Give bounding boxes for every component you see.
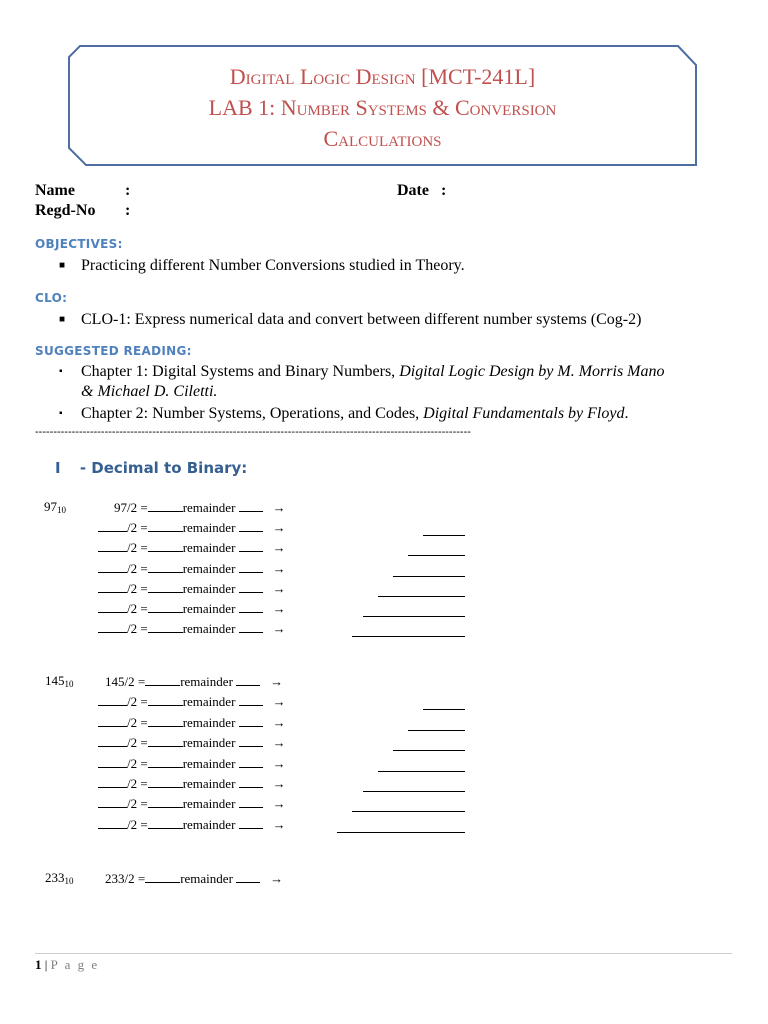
base-subscript: 10 (64, 876, 74, 886)
dividend-blank[interactable] (98, 539, 127, 552)
decimal-number (45, 870, 74, 886)
arrow-icon: → (272, 520, 286, 536)
remainder-label: remainder (182, 560, 236, 576)
first-division: 97/2 = (114, 500, 148, 515)
division-row (105, 870, 283, 888)
remainder-blank[interactable] (239, 795, 263, 808)
reading-heading: SUGGESTED READING: (35, 344, 192, 358)
remainder-blank[interactable] (236, 870, 260, 883)
binary-answer-blank[interactable] (363, 615, 465, 617)
remainder-label: remainder (180, 674, 233, 689)
arrow-icon: → (272, 540, 286, 556)
division-row (98, 816, 286, 834)
divide-text: /2 = (127, 580, 148, 596)
remainder-blank[interactable] (239, 600, 263, 613)
remainder-label: remainder (182, 816, 236, 832)
remainder-blank[interactable] (239, 816, 263, 829)
name-label: Name (35, 182, 75, 199)
quotient-blank[interactable] (148, 560, 183, 573)
bullet-icon: ■ (59, 260, 66, 271)
binary-answer-blank[interactable] (352, 635, 465, 637)
divide-text: /2 = (127, 776, 148, 791)
quotient-blank[interactable] (148, 600, 183, 613)
arrow-icon: → (272, 714, 286, 730)
remainder-label: remainder (182, 540, 236, 556)
binary-answer-blank[interactable] (363, 790, 465, 792)
arrow-icon: → (272, 796, 286, 812)
reading-1-line2: & Michael D. Ciletti. (81, 383, 218, 400)
division-row (98, 539, 286, 557)
decimal-value: 97 (44, 499, 57, 514)
arrow-icon: → (272, 500, 286, 515)
bullet-icon: ▪ (59, 366, 63, 377)
quotient-blank[interactable] (145, 673, 180, 686)
page-number: 1 (35, 957, 42, 972)
arrow-icon: → (270, 871, 284, 886)
binary-answer-blank[interactable] (378, 595, 465, 597)
division-row (98, 620, 286, 638)
dividend-blank[interactable] (98, 816, 127, 829)
divide-text: /2 = (127, 520, 148, 536)
division-row (98, 714, 286, 732)
dividend-blank[interactable] (98, 693, 127, 706)
remainder-label: remainder (182, 735, 236, 751)
remainder-blank[interactable] (239, 693, 263, 706)
reading-1-book: Digital Logic Design by M. Morris Mano (399, 363, 665, 380)
quotient-blank[interactable] (148, 714, 183, 727)
remainder-blank[interactable] (239, 560, 263, 573)
separator-line: ----------------------------------------------------------------------------------------------------------------------- (35, 426, 471, 438)
division-row (98, 560, 286, 578)
divide-text: /2 = (127, 816, 148, 832)
dividend-blank[interactable] (98, 600, 127, 613)
remainder-label: remainder (182, 601, 236, 616)
quotient-blank[interactable] (148, 816, 183, 829)
arrow-icon: → (272, 560, 286, 576)
arrow-icon: → (270, 674, 284, 689)
arrow-icon: → (272, 776, 286, 791)
remainder-blank[interactable] (239, 580, 263, 593)
regd-label: Regd-No (35, 202, 96, 219)
quotient-blank[interactable] (148, 795, 183, 808)
dividend-blank[interactable] (98, 775, 127, 788)
name-colon: : (125, 182, 131, 199)
remainder-label: remainder (182, 580, 236, 596)
division-row (105, 673, 283, 691)
remainder-label: remainder (180, 871, 233, 886)
footer-divider (35, 953, 732, 954)
remainder-label: remainder (182, 520, 236, 536)
arrow-icon: → (272, 694, 286, 710)
arrow-icon: → (272, 755, 286, 771)
dividend-blank[interactable] (98, 580, 127, 593)
quotient-blank[interactable] (148, 620, 183, 633)
remainder-label: remainder (182, 694, 236, 710)
reading-2-suffix: . (624, 405, 629, 422)
date-label: Date (397, 182, 429, 199)
remainder-label: remainder (182, 714, 236, 730)
binary-answer-blank[interactable] (337, 831, 465, 833)
remainder-blank[interactable] (239, 539, 263, 552)
quotient-blank[interactable] (148, 519, 183, 532)
first-division: 145/2 = (105, 674, 146, 689)
divide-text: /2 = (127, 735, 148, 751)
regd-colon: : (125, 202, 131, 219)
bullet-icon: ■ (59, 314, 66, 325)
date-colon: : (441, 182, 447, 199)
objective-text: Practicing different Number Conversions studied in Theory. (81, 257, 465, 274)
remainder-blank[interactable] (239, 620, 263, 633)
dividend-blank[interactable] (98, 620, 127, 633)
division-row (98, 600, 286, 618)
base-subscript: 10 (64, 679, 74, 689)
binary-answer-blank[interactable] (393, 749, 465, 751)
division-row (114, 499, 286, 517)
remainder-blank[interactable] (239, 755, 263, 768)
remainder-label: remainder (182, 621, 236, 637)
remainder-label: remainder (182, 796, 236, 812)
quotient-blank[interactable] (148, 693, 183, 706)
remainder-blank[interactable] (239, 519, 263, 532)
binary-answer-blank[interactable] (408, 554, 465, 556)
remainder-blank[interactable] (239, 714, 263, 727)
division-row (98, 775, 286, 793)
arrow-icon: → (272, 621, 286, 637)
decimal-number (45, 673, 74, 689)
remainder-blank[interactable] (236, 673, 260, 686)
remainder-blank[interactable] (239, 734, 263, 747)
decimal-number (44, 499, 66, 515)
section-title: - Decimal to Binary: (79, 459, 248, 477)
binary-answer-blank[interactable] (408, 729, 465, 731)
title-line-1: Digital Logic Design [MCT-241L] (229, 64, 536, 89)
quotient-blank[interactable] (148, 499, 183, 512)
binary-answer-blank[interactable] (423, 708, 465, 710)
remainder-label: remainder (182, 755, 236, 771)
reading-1-prefix: Chapter 1: Digital Systems and Binary Numbers, (81, 363, 400, 380)
section-roman: I (55, 459, 61, 477)
arrow-icon: → (272, 580, 286, 596)
page-label: P a g e (50, 957, 100, 972)
division-row (98, 755, 286, 773)
bullet-icon: ▪ (59, 408, 63, 419)
quotient-blank[interactable] (148, 775, 183, 788)
division-row (98, 693, 286, 711)
divide-text: /2 = (127, 755, 148, 771)
divide-text: /2 = (127, 601, 148, 616)
remainder-label: remainder (182, 500, 236, 515)
decimal-value: 233 (45, 870, 65, 885)
footer-separator: | (41, 957, 51, 972)
title-line-2: LAB 1: Number Systems & Conversion (208, 95, 557, 120)
arrow-icon: → (272, 816, 286, 832)
division-row (98, 795, 286, 813)
divide-text: /2 = (127, 796, 148, 812)
base-subscript: 10 (57, 505, 66, 515)
quotient-blank[interactable] (148, 580, 183, 593)
remainder-blank[interactable] (239, 775, 263, 788)
quotient-blank[interactable] (148, 755, 183, 768)
quotient-blank[interactable] (148, 539, 183, 552)
title-line-3: Calculations (323, 126, 442, 151)
quotient-blank[interactable] (145, 870, 180, 883)
quotient-blank[interactable] (148, 734, 183, 747)
binary-answer-blank[interactable] (423, 534, 465, 536)
divide-text: /2 = (127, 714, 148, 730)
binary-answer-blank[interactable] (393, 575, 465, 577)
clo-text: CLO-1: Express numerical data and convert between different number systems (Cog-2) (81, 311, 642, 328)
division-row (98, 519, 286, 537)
dividend-blank[interactable] (98, 795, 127, 808)
dividend-blank[interactable] (98, 714, 127, 727)
decimal-value: 145 (45, 673, 65, 688)
clo-heading: CLO: (35, 291, 68, 305)
dividend-blank[interactable] (98, 734, 127, 747)
objectives-heading: OBJECTIVES: (35, 237, 123, 251)
remainder-blank[interactable] (239, 499, 263, 512)
page-footer (35, 957, 99, 973)
first-division: 233/2 = (105, 871, 146, 886)
divide-text: /2 = (127, 540, 148, 556)
reading-2-prefix: Chapter 2: Number Systems, Operations, and Codes, (81, 405, 424, 422)
arrow-icon: → (272, 735, 286, 751)
division-row (98, 734, 286, 752)
divide-text: /2 = (127, 560, 148, 576)
divide-text: /2 = (127, 694, 148, 710)
remainder-label: remainder (182, 776, 236, 791)
arrow-icon: → (272, 601, 286, 616)
dividend-blank[interactable] (98, 755, 127, 768)
binary-answer-blank[interactable] (352, 810, 465, 812)
division-row (98, 580, 286, 598)
lab-title (68, 61, 697, 154)
title-box (68, 45, 697, 166)
reading-2-book: Digital Fundamentals by Floyd (423, 405, 625, 422)
section-heading (55, 459, 247, 477)
divide-text: /2 = (127, 621, 148, 637)
dividend-blank[interactable] (98, 519, 127, 532)
binary-answer-blank[interactable] (378, 770, 465, 772)
dividend-blank[interactable] (98, 560, 127, 573)
